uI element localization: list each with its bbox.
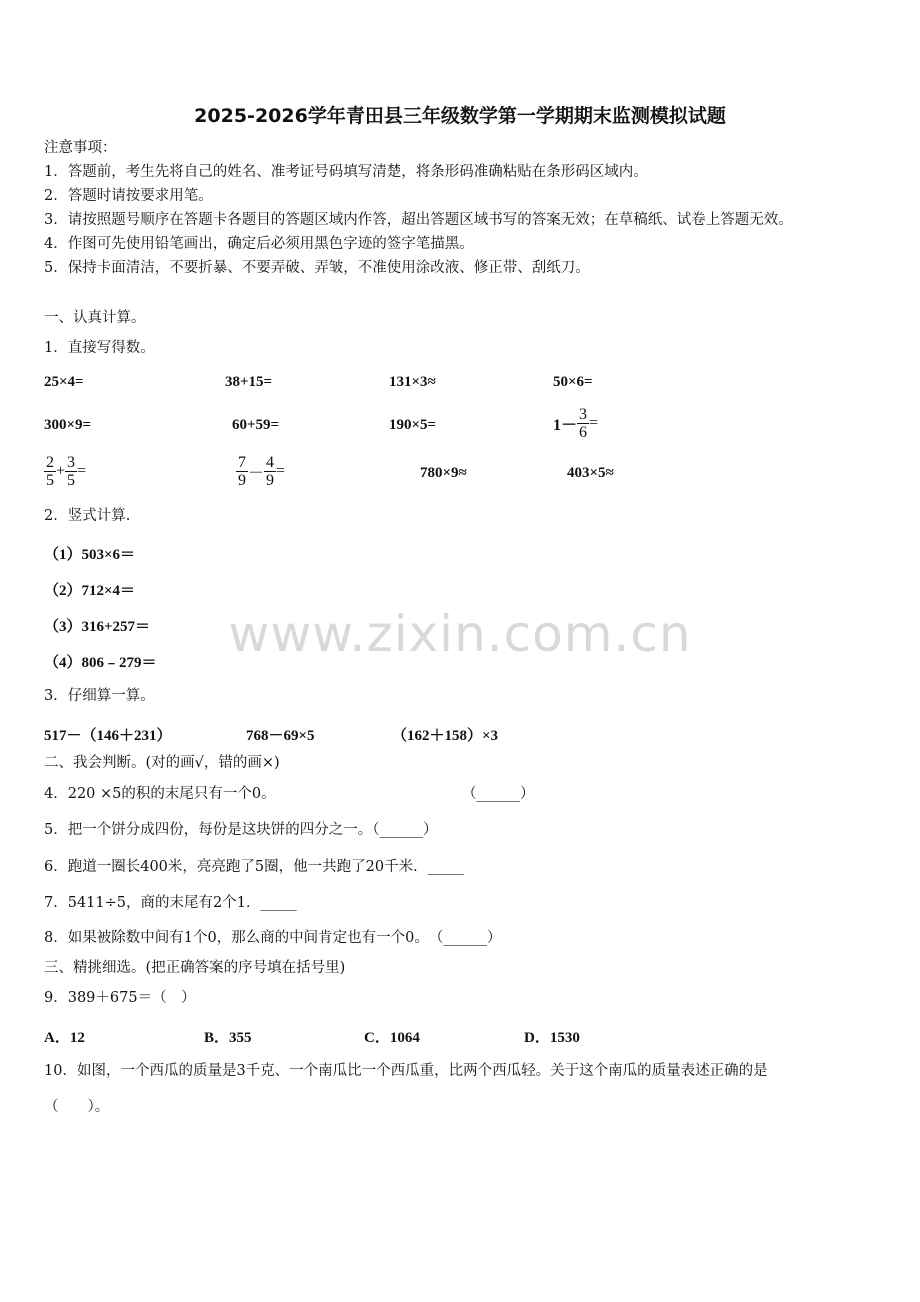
fraction [577,406,589,441]
calc-item: 768－69×5 [246,728,315,744]
choice-question: 10．如图，一个西瓜的质量是3千克、一个南瓜比一个西瓜重，比两个西瓜轻。关于这个南瓜的质量表述正确的是 [44,1063,768,1079]
denominator: 5 [46,472,54,489]
notice-heading: 注意事项： [44,140,117,156]
operator: + [56,462,66,480]
choice-option: D．1530 [524,1030,580,1046]
fraction-expression [553,406,598,441]
page-title: 2025-2026学年青田县三年级数学第一学期期末监测模拟试题 [194,105,726,127]
judgement-question: 8．如果被除数中间有1个0，那么商的中间肯定也有一个0。 （______） [44,930,502,946]
calc-item: （162＋158）×3 [392,728,499,744]
question-label: 2．竖式计算. [44,508,131,524]
question-label: 3．仔细算一算。 [44,688,155,704]
choice-option: A．12 [44,1030,85,1046]
choice-option: B．355 [204,1030,252,1046]
numerator: 7 [238,454,246,471]
vertical-calc-item: （2）712×4＝ [44,583,136,599]
numerator: 3 [579,406,588,423]
notice-item: 2．答题时请按要求用笔。 [44,188,213,204]
calc-item: 50×6= [553,374,593,390]
question-label: 1．直接写得数。 [44,340,155,356]
vertical-calc-item: （3）316+257＝ [44,619,151,635]
calc-item: 38+15= [225,374,273,390]
operator: － [248,465,265,482]
judgement-question: 5．把一个饼分成四份，每份是这块饼的四分之一。（______） [44,822,438,838]
notice-item: 3．请按照题号顺序在答题卡各题目的答题区域内作答，超出答题区域书写的答案无效；在草稿纸、试卷上答题无效。 [44,212,793,228]
equals-sign: = [77,462,87,480]
calc-item: 60+59= [232,417,280,433]
denominator: 9 [238,472,246,489]
choice-question-continuation: （ ）。 [44,1099,110,1115]
fraction [236,454,248,489]
calc-item: 780×9≈ [420,465,467,481]
vertical-calc-item: （1）503×6＝ [44,547,136,563]
numerator: 3 [67,454,76,471]
fraction [65,454,77,489]
denominator: 6 [579,424,588,441]
numerator: 4 [266,454,275,471]
judgement-question: 7．5411÷5，商的末尾有2个1．_____ [44,895,297,911]
denominator: 9 [266,472,275,489]
answer-blank: （______） [462,786,535,802]
watermark: www.zixin.com.cn [228,605,692,663]
numerator: 2 [46,454,54,471]
judgement-question: 6．跑道一圈长400米，亮亮跑了5圈，他一共跑了20千米．_____ [44,859,464,875]
notice-item: 1．答题前，考生先将自己的姓名、准考证号码填写清楚，将条形码准确粘贴在条形码区域内。 [44,164,648,180]
whole-part: 1－ [553,417,578,434]
notice-item: 4．作图可先使用铅笔画出，确定后必须用黑色字迹的签字笔描黑。 [44,236,474,252]
vertical-calc-item: （4）806﹣279＝ [44,655,157,671]
choice-question: 9．389＋675＝（ ） [44,990,196,1006]
fraction-expression [44,454,86,489]
judgement-question: 4．220 ×5的积的末尾只有一个0。 [44,786,276,802]
calc-item: 403×5≈ [567,465,614,481]
fraction-expression [236,454,285,489]
notice-item: 5．保持卡面清洁，不要折暴、不要弄破、弄皱，不准使用涂改液、修正带、刮纸刀。 [44,260,590,276]
equals-sign: = [589,414,599,432]
section-heading: 二、我会判断。(对的画√，错的画×) [44,755,280,771]
fraction [44,454,56,489]
section-heading: 三、精挑细选。(把正确答案的序号填在括号里) [44,960,346,976]
calc-item: 300×9= [44,417,92,433]
calc-item: 25×4= [44,374,84,390]
choice-option: C．1064 [364,1030,420,1046]
fraction [264,454,276,489]
section-heading: 一、认真计算。 [44,310,146,326]
denominator: 5 [67,472,76,489]
calc-item: 190×5= [389,417,437,433]
calc-item: 131×3≈ [389,374,436,390]
equals-sign: = [276,462,286,480]
calc-item: 517－（146＋231） [44,728,172,744]
